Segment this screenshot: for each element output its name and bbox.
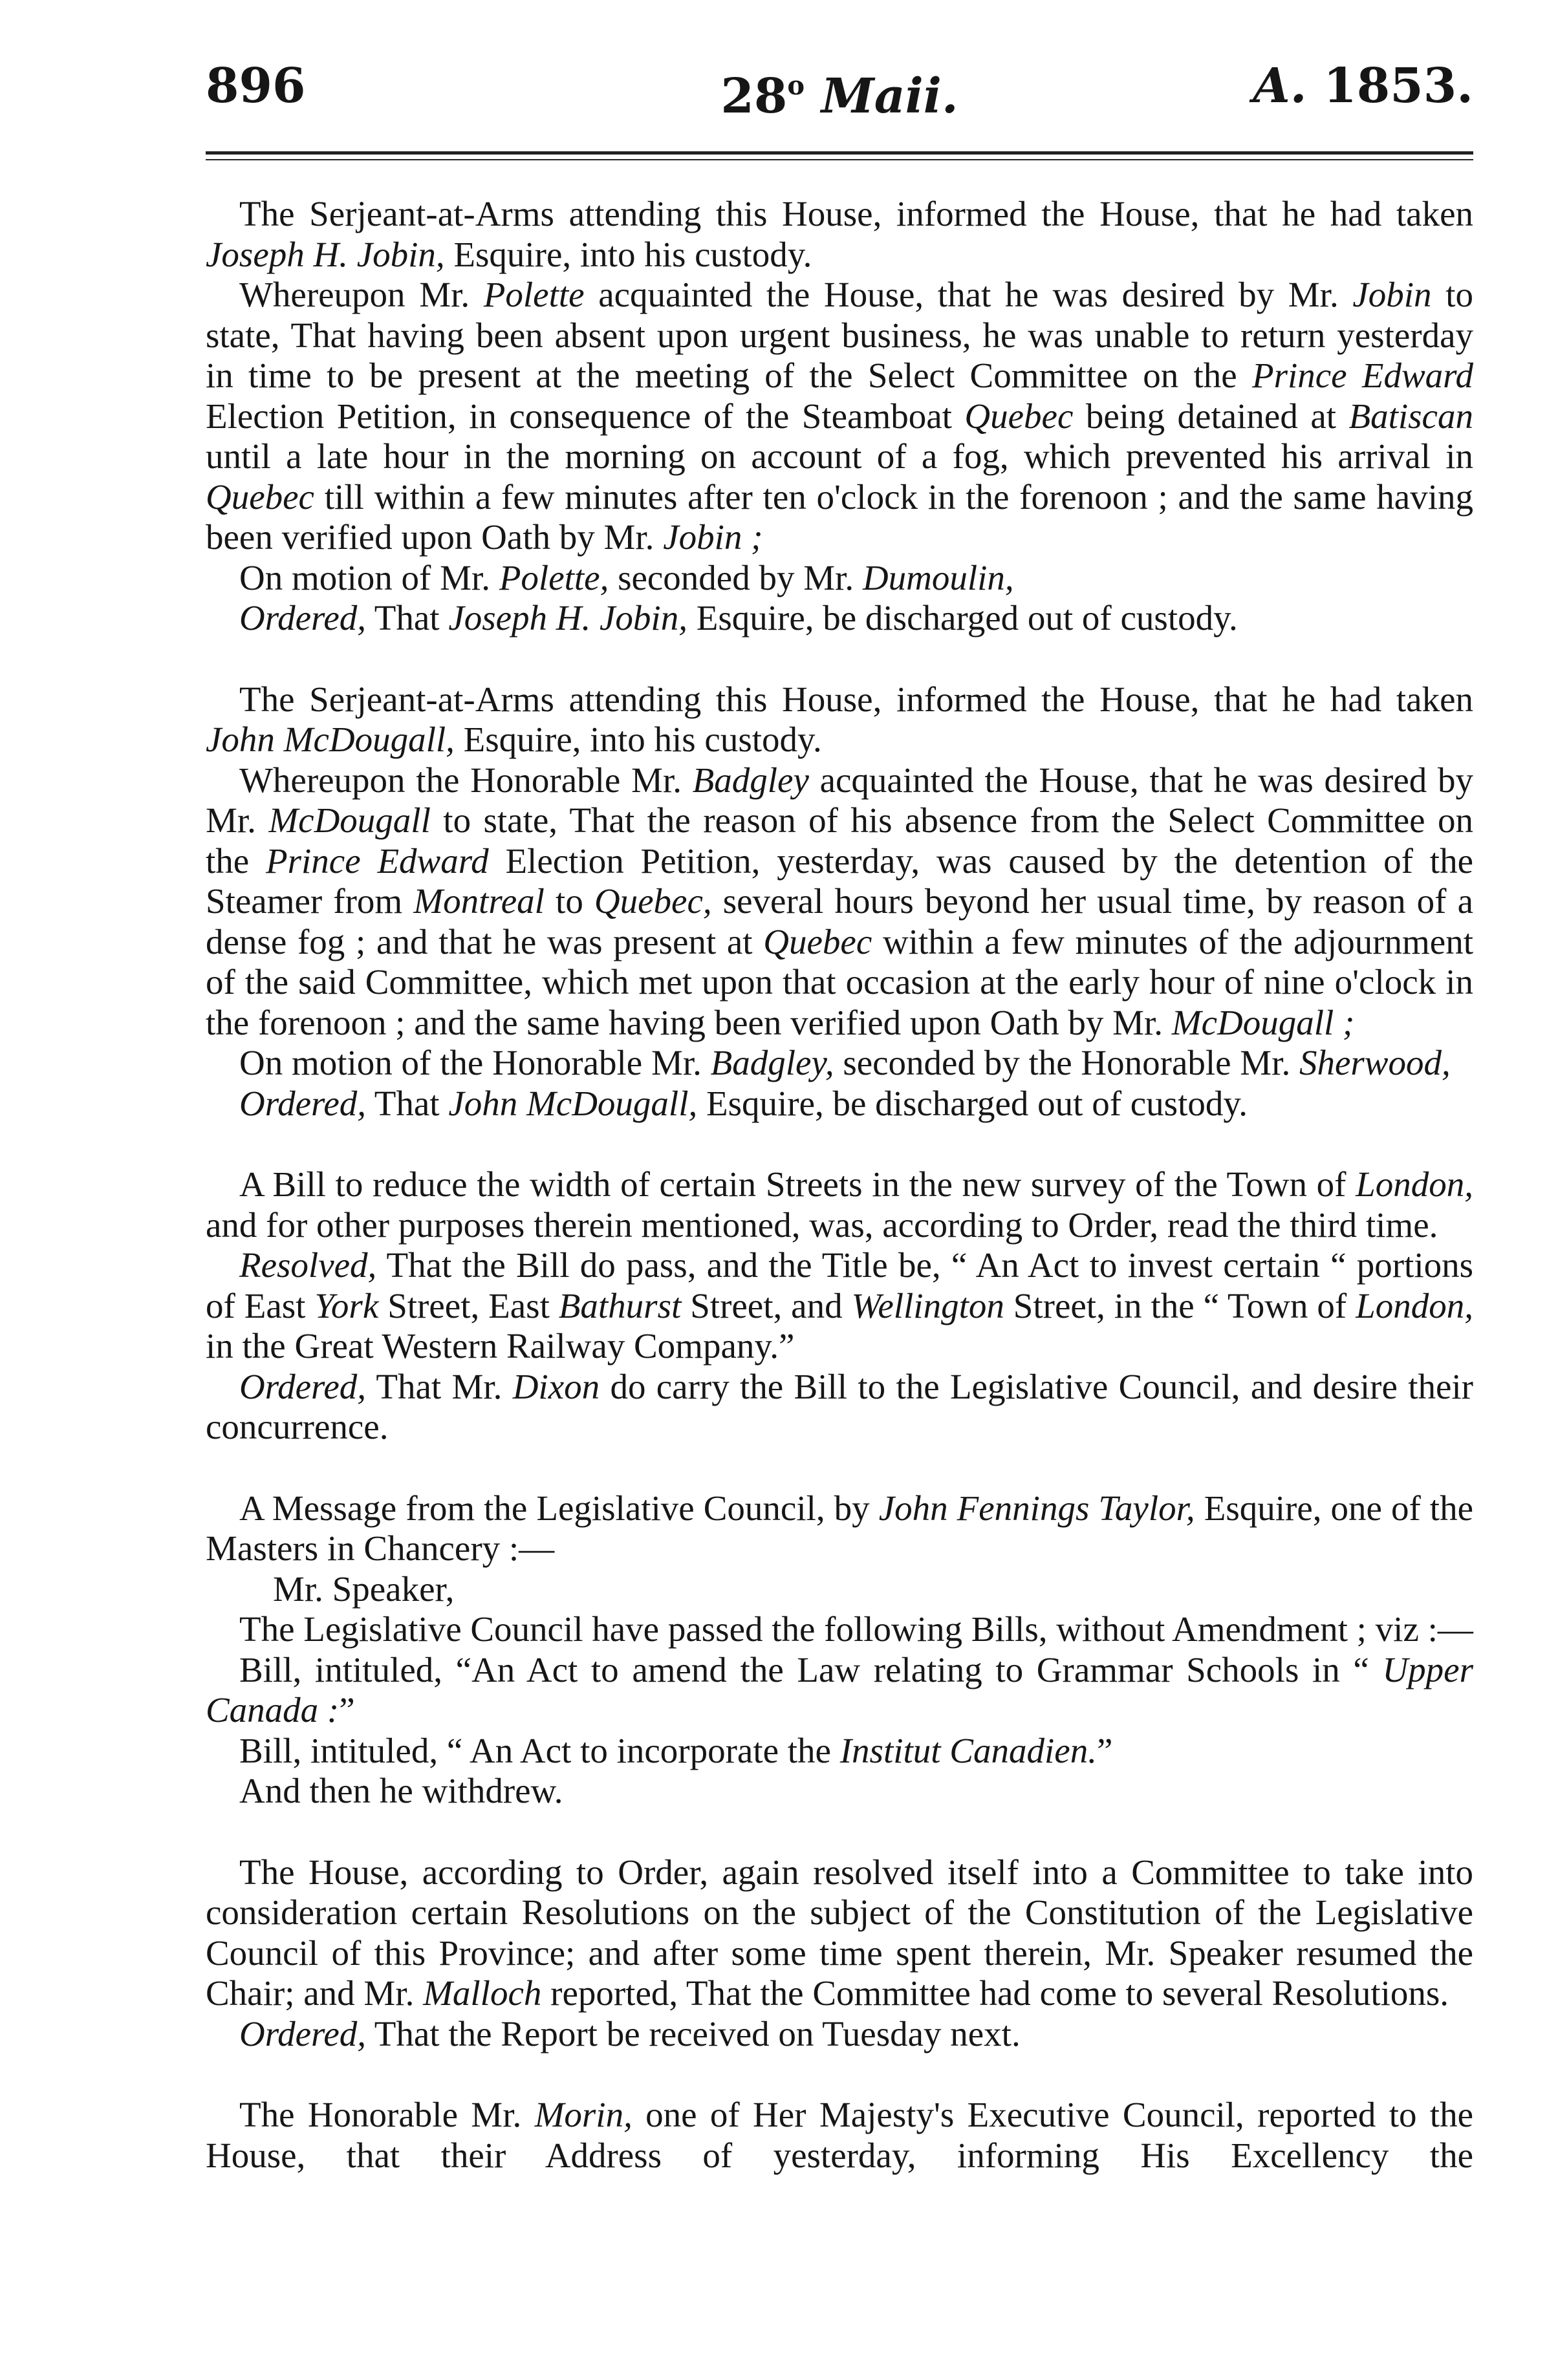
paragraph: Ordered, That John McDougall, Esquire, be discharged out of custody. xyxy=(239,1083,1248,1123)
paragraph: On motion of Mr. Polette, seconded by Mr. Dumoulin, xyxy=(239,557,1014,597)
page-year xyxy=(1253,50,1473,122)
paragraph: On motion of the Honorable Mr. Badgley, seconded by the Honorable Mr. Sherwood, xyxy=(239,1043,1451,1082)
date-day: 28 xyxy=(720,69,788,124)
year-value: 1853. xyxy=(1323,58,1473,114)
date-ordinal: o xyxy=(787,70,805,101)
entry-executive-council-report xyxy=(206,2095,1473,2176)
header-rule-thick xyxy=(206,151,1473,155)
year-prefix: A. xyxy=(1253,58,1307,114)
paragraph: The Serjeant-at-Arms attending this House, informed the House, that he had taken John McDougall, Esquire, into his custody. xyxy=(206,679,1473,759)
paragraph: Ordered, That the Report be received on Tuesday next. xyxy=(239,2013,1021,2053)
paragraph: Ordered, That Mr. Dixon do carry the Bill to the Legislative Council, and desire their concurrence. xyxy=(206,1366,1473,1446)
entry-mcdougall-custody xyxy=(206,680,1473,1124)
paragraph: Bill, intituled, “An Act to amend the Law relating to Grammar Schools in “ Upper Canada :” xyxy=(206,1649,1473,1730)
paragraph: The Honorable Mr. Morin, one of Her Majesty's Executive Council, reported to the House, that their Address of yesterday, informing His Excellency the xyxy=(206,2095,1473,2175)
page-number: 896 xyxy=(206,58,306,114)
journal-body xyxy=(206,194,1473,2216)
paragraph: Whereupon the Honorable Mr. Badgley acquainted the House, that he was desired by Mr. McDougall to state, That the reason of his absence from the Select Committee on the Prince Edward Election Petition, yesterday, was caused by the detention of the Steamer from Montreal to Quebec, several hours beyond her usual time, by reason of a dense fog ; and that he was present at Quebec within a few minutes of the adjournment of the said Committee, which met upon that occasion at the early hour of nine o'clock in the forenoon ; and the same having been verified upon Oath by Mr. McDougall ; xyxy=(206,760,1473,1042)
paragraph: A Bill to reduce the width of certain Streets in the new survey of the Town of London, and for other purposes therein mentioned, was, according to Order, read the third time. xyxy=(206,1164,1473,1245)
paragraph: Resolved, That the Bill do pass, and the Title be, “ An Act to invest certain “ portions of East York Street, East Bathurst Street, and Wellington Street, in the “ Town of London, in the Great Western Railway Company.” xyxy=(206,1245,1473,1366)
paragraph: The House, according to Order, again resolved itself into a Committee to take into consideration certain Resolutions on the subject of the Constitution of the Legislative Council of this Province; and after some time spent therein, Mr. Speaker resumed the Chair; and Mr. Malloch reported, That the Committee had come to several Resolutions. xyxy=(206,1852,1473,2013)
paragraph: A Message from the Legislative Council, by John Fennings Taylor, Esquire, one of the Masters in Chancery :— xyxy=(206,1488,1473,1568)
entry-committee-resolutions xyxy=(206,1852,1473,2055)
paragraph: Ordered, That Joseph H. Jobin, Esquire, be discharged out of custody. xyxy=(239,598,1238,638)
entry-london-streets-bill xyxy=(206,1164,1473,1448)
paragraph: The Legislative Council have passed the following Bills, without Amendment ; viz :— xyxy=(239,1609,1473,1649)
paragraph: Whereupon Mr. Polette acquainted the House, that he was desired by Mr. Jobin to state, That having been absent upon urgent business, he was unable to return yesterday in time to be present at the meeting of the Select Committee on the Prince Edward Election Petition, in consequence of the Steamboat Quebec being detained at Batiscan until a late hour in the morning on account of a fog, which prevented his arrival in Quebec till within a few minutes after ten o'clock in the forenoon ; and the same having been verified upon Oath by Mr. Jobin ; xyxy=(206,275,1473,557)
entry-council-message xyxy=(206,1488,1473,1812)
paragraph: Mr. Speaker, xyxy=(273,1569,455,1609)
paragraph: Bill, intituled, “ An Act to incorporate the Institut Canadien.” xyxy=(239,1730,1113,1770)
paragraph: The Serjeant-at-Arms attending this House, informed the House, that he had taken Joseph H. Jobin, Esquire, into his custody. xyxy=(206,194,1473,274)
entry-jobin-custody xyxy=(206,194,1473,639)
header-rule-thin xyxy=(206,159,1473,160)
date-month: Maii. xyxy=(821,69,958,124)
paragraph: And then he withdrew. xyxy=(239,1771,563,1810)
page-header xyxy=(206,50,1473,122)
